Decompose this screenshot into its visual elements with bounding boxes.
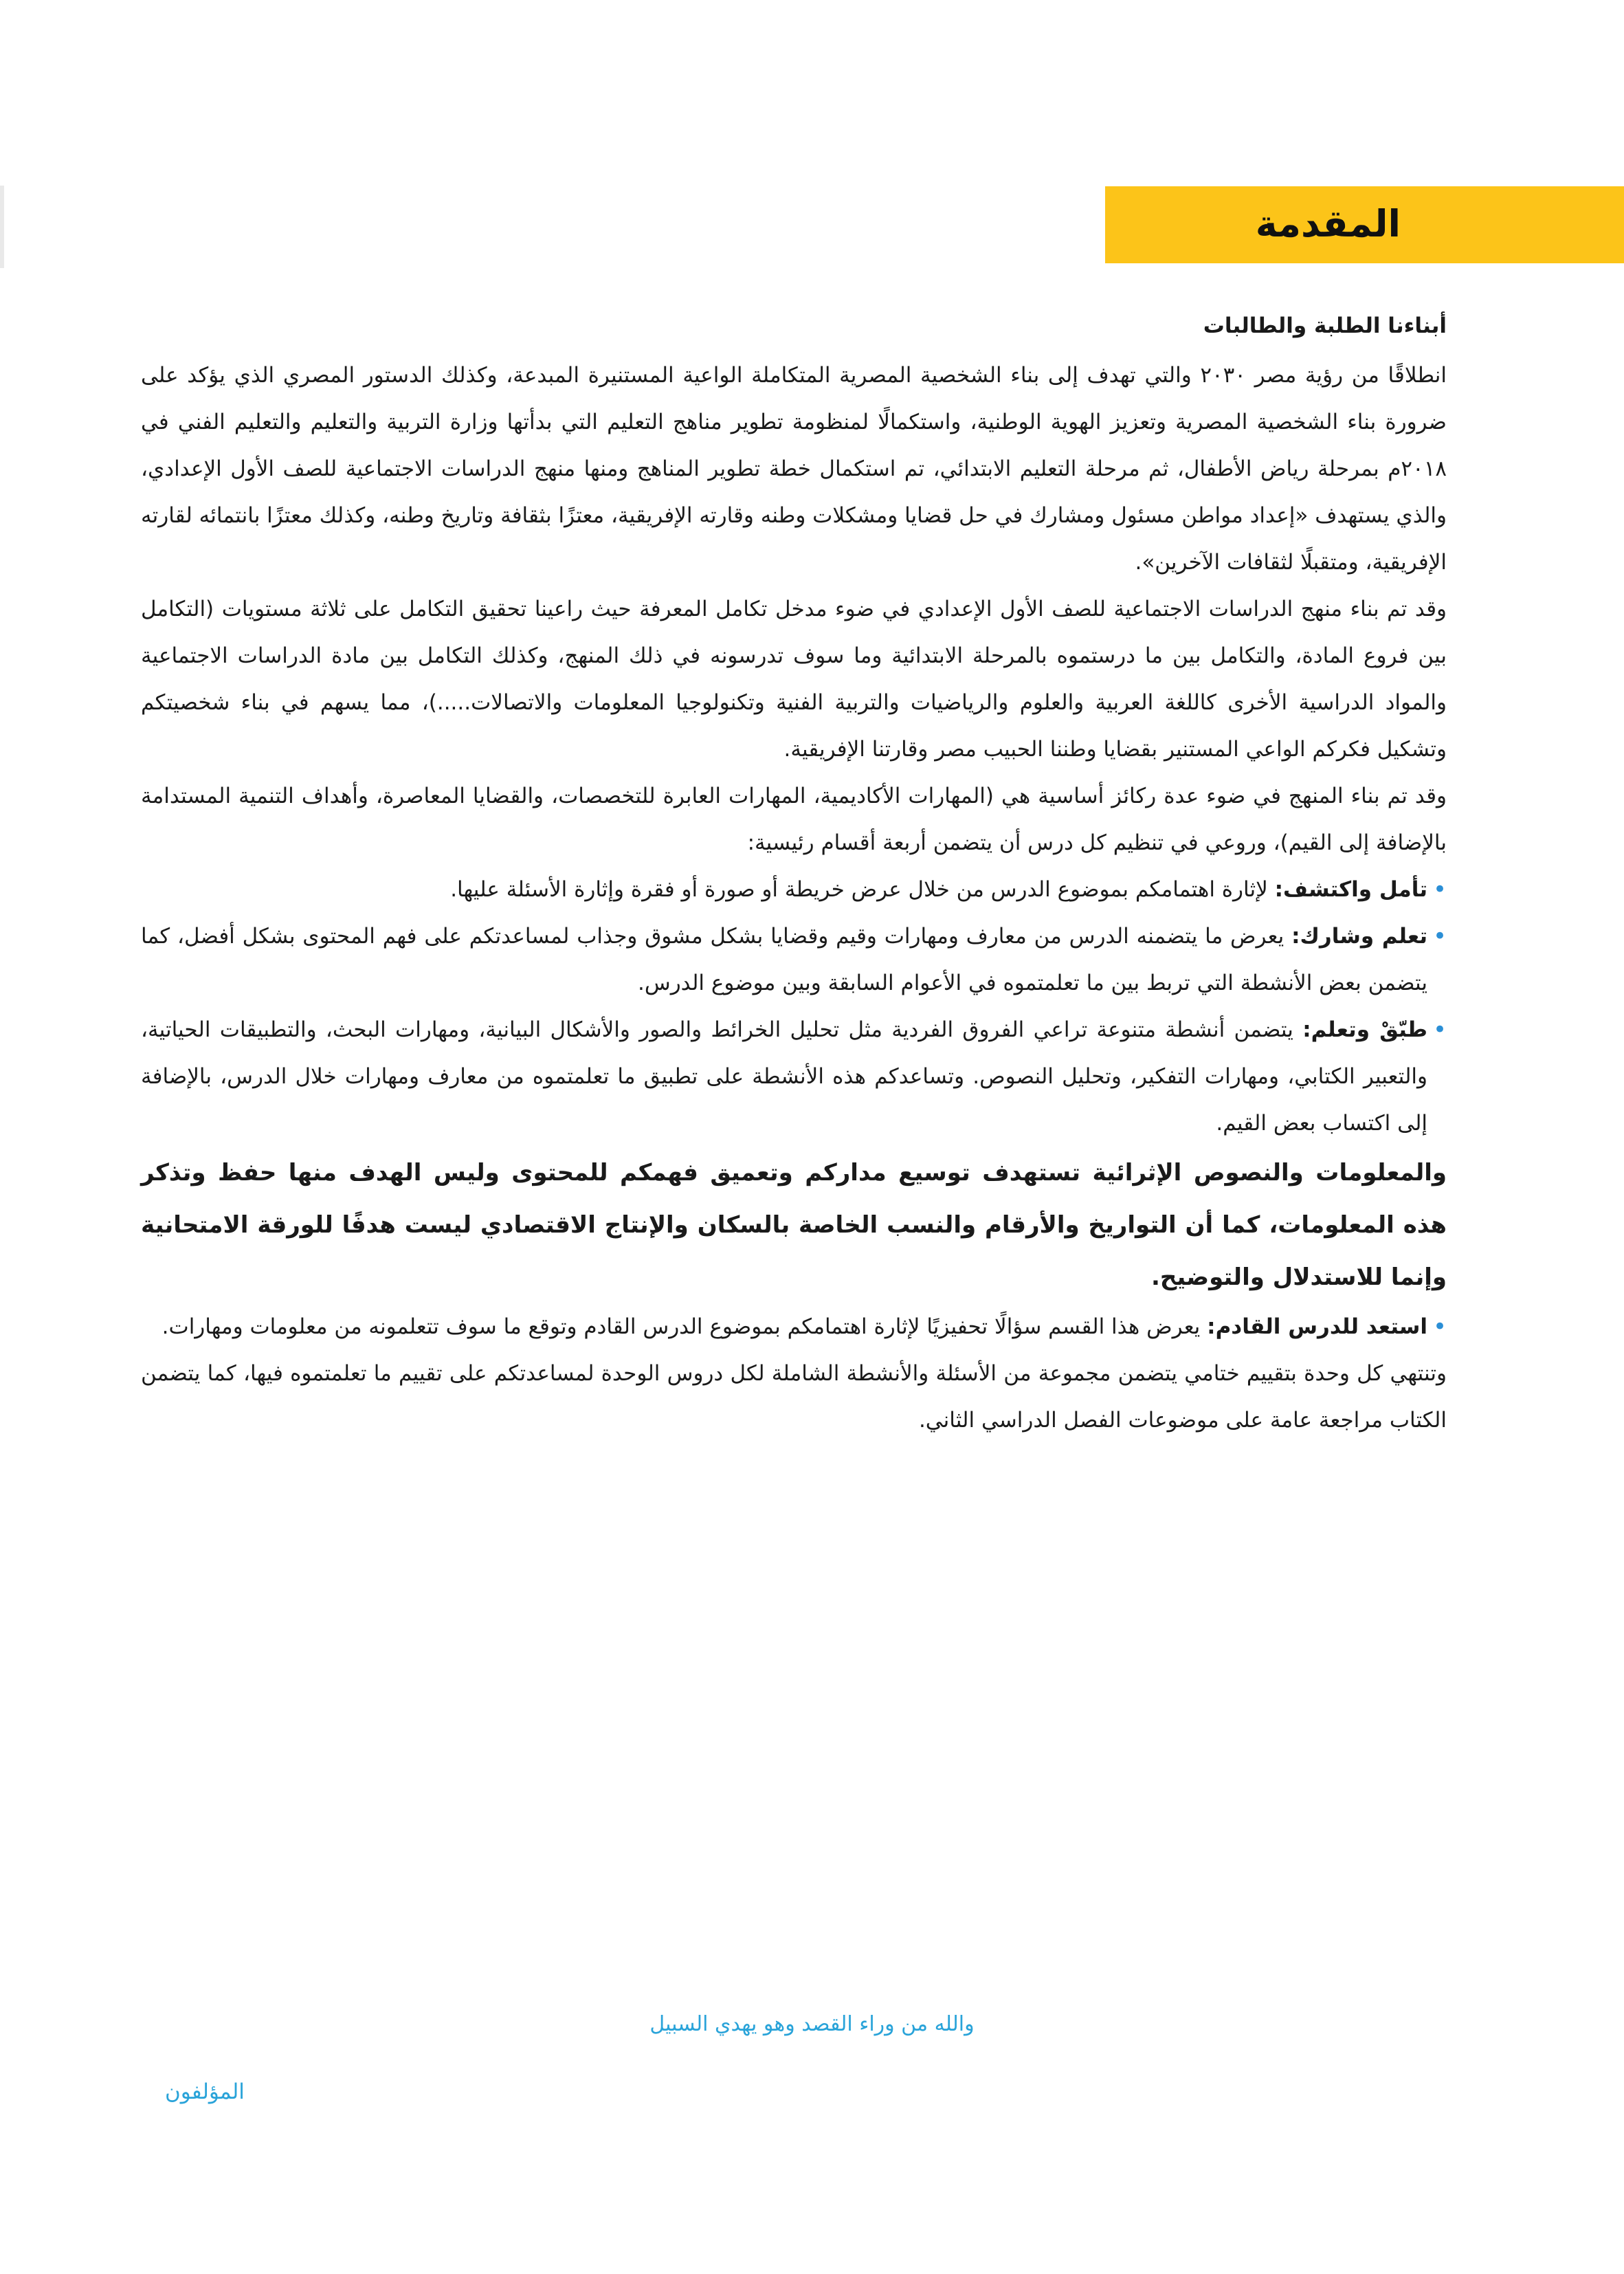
greeting: أبناءنا الطلبة والطالبات xyxy=(1203,313,1447,338)
section-text: يعرض هذا القسم سؤالًا تحفيزيًا لإثارة اهتمامكم بموضوع الدرس القادم وتوقع ما سوف تتعلمونه من معلومات ومهارات. xyxy=(162,1314,1201,1339)
introduction-body xyxy=(141,302,1447,1444)
section-learn-share xyxy=(141,913,1447,1006)
page-title: المقدمة xyxy=(1255,202,1401,245)
section-label: تأمل واكتشف: xyxy=(1274,877,1427,902)
enrichment-note: والمعلومات والنصوص الإثرائية تستهدف توسيع مداركم وتعميق فهمكم للمحتوى وليس الهدف منها حفظ وتذكر هذه المعلومات، كما أن التواريخ والأرقام والنسب الخاصة بالسكان والإنتاج الاقتصادي ليست هدفًا للورقة الامتحانية وإنما للاستدلال والتوضيح. xyxy=(141,1159,1447,1291)
section-text: يتضمن أنشطة متنوعة تراعي الفروق الفردية مثل تحليل الخرائط والصور والأشكال البيانية، ومهارات البحث، والتطبيقات الحياتية، والتعبير الكتابي، ومهارات التفكير، وتحليل النصوص. وتساعدكم هذه الأنشطة على تطبيق ما تعلمتموه من معارف ومهارات خلال الدرس، بالإضافة إلى اكتساب بعض القيم. xyxy=(141,1017,1427,1136)
closing-phrase: والله من وراء القصد وهو يهدي السبيل xyxy=(649,2012,975,2036)
section-text: يعرض ما يتضمنه الدرس من معارف ومهارات وقيم وقضايا بشكل مشوق وجذاب لمساعدتكم على فهم المحتوى بشكل أفضل، كما يتضمن بعض الأنشطة التي تربط بين ما تعلمتموه في الأعوام السابقة وبين موضوع الدرس. xyxy=(141,924,1427,995)
section-reflect-discover xyxy=(141,866,1447,913)
section-label: استعد للدرس القادم: xyxy=(1207,1314,1427,1339)
section-text: لإثارة اهتمامكم بموضوع الدرس من خلال عرض خريطة أو صورة أو فقرة وإثارة الأسئلة عليها. xyxy=(450,877,1268,902)
section-label: طبّقْ وتعلم: xyxy=(1302,1017,1427,1042)
section-next-lesson xyxy=(141,1303,1447,1350)
section-label: تعلم وشارك: xyxy=(1291,924,1427,949)
section-apply-learn xyxy=(141,1006,1447,1147)
paragraph-pillars: وقد تم بناء المنهج في ضوء عدة ركائز أساسية هي (المهارات الأكاديمية، المهارات العابرة للتخصصات، والقضايا المعاصرة، وأهداف التنمية المستدامة بالإضافة إلى القيم)، وروعي في تنظيم كل درس أن يتضمن أربعة أقسام رئيسية: xyxy=(141,784,1447,855)
page-edge-mark xyxy=(0,186,4,268)
authors-signature: المؤلفون xyxy=(165,2079,245,2104)
paragraph-assessment: وتنتهي كل وحدة بتقييم ختامي يتضمن مجموعة من الأسئلة والأنشطة الشاملة لكل دروس الوحدة لمساعدتكم على تقييم ما تعلمتموه فيها، كما يتضمن الكتاب مراجعة عامة على موضوعات الفصل الدراسي الثاني. xyxy=(141,1361,1447,1433)
paragraph-vision: انطلاقًا من رؤية مصر ٢٠٣٠ والتي تهدف إلى بناء الشخصية المصرية المتكاملة الواعية المستنيرة المبدعة، وكذلك الدستور المصري الذي يؤكد على ضرورة بناء الشخصية المصرية وتعزيز الهوية الوطنية، واستكمالًا لمنظومة تطوير مناهج التعليم التي بدأتها وزارة التربية والتعليم والتعليم الفني في ٢٠١٨م بمرحلة رياض الأطفال، ثم مرحلة التعليم الابتدائي، تم استكمال خطة تطوير المناهج ومنها منهج الدراسات الاجتماعية للصف الأول الإعدادي، والذي يستهدف «إعداد مواطن مسئول ومشارك في حل قضايا ومشكلات وطنه وقارته الإفريقية، معتزًا بثقافة وتاريخ وطنه، وكذلك معتزًا بانتمائه لقارته الإفريقية، ومتقبلًا لثقافات الآخرين». xyxy=(141,363,1447,575)
paragraph-integration: وقد تم بناء منهج الدراسات الاجتماعية للصف الأول الإعدادي في ضوء مدخل تكامل المعرفة حيث راعينا تحقيق التكامل على ثلاثة مستويات (التكامل بين فروع المادة، والتكامل بين ما درستموه بالمرحلة الابتدائية وما سوف تدرسونه في ذلك المنهج، وكذلك التكامل بين مادة الدراسات الاجتماعية والمواد الدراسية الأخرى كاللغة العربية والعلوم والرياضيات والتربية الفنية وتكنولوجيا المعلومات والاتصالات.....)، مما يسهم في بناء شخصيتكم وتشكيل فكركم الواعي المستنير بقضايا وطننا الحبيب مصر وقارتنا الإفريقية. xyxy=(141,597,1447,762)
